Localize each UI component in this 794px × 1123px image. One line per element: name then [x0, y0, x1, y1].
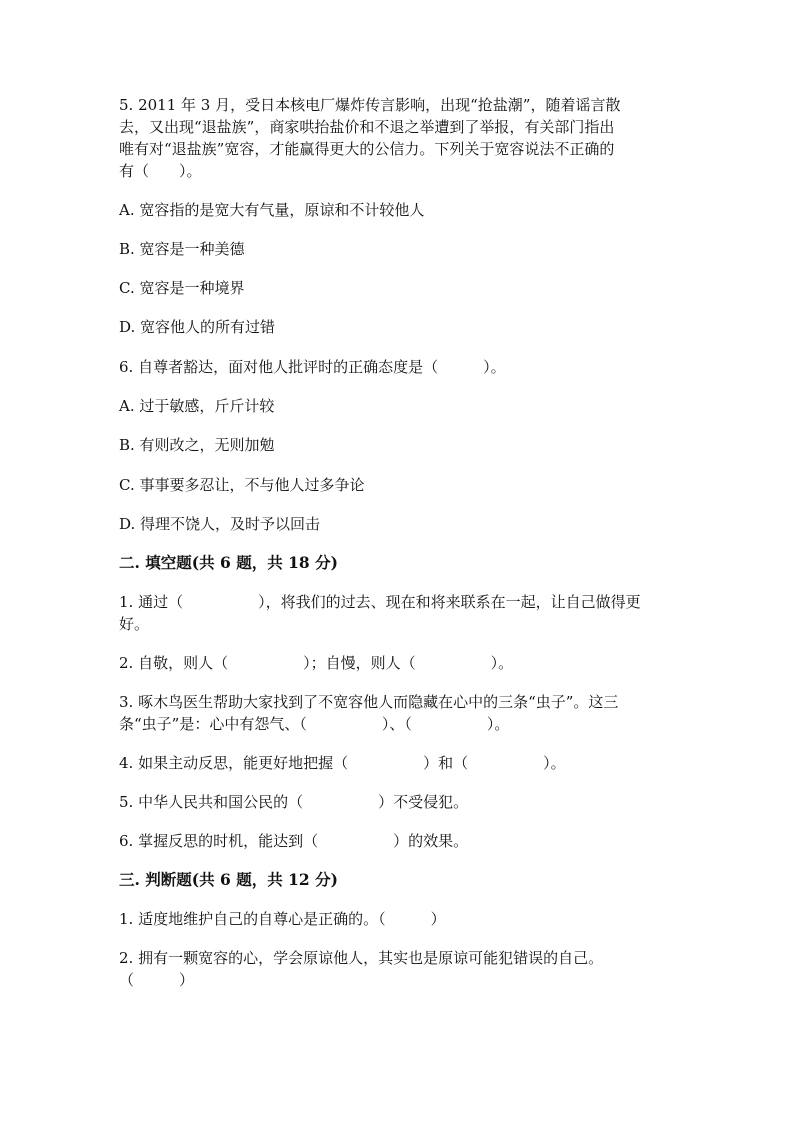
question-6-stem: 6. 自尊者豁达，面对他人批评时的正确态度是（ ）。 [119, 358, 506, 376]
judge-question-2-line-2: （ ） [119, 971, 195, 989]
question-5-line-4: 有（ ）。 [119, 162, 202, 180]
fill-question-1-line-1: 1. 通过（ ），将我们的过去、现在和将来联系在一起，让自己做得更 [119, 593, 641, 611]
question-5-option-c: C. 宽容是一种境界 [119, 279, 245, 297]
question-6-option-c: C. 事事要多忍让，不与他人过多争论 [119, 476, 365, 494]
question-5-line-2: 去，又出现“退盐族”，商家哄抬盐价和不退之举遭到了举报，有关部门指出 [119, 118, 615, 136]
question-6-option-a: A. 过于敏感，斤斤计较 [119, 397, 275, 415]
question-5-option-d: D. 宽容他人的所有过错 [119, 318, 276, 336]
fill-question-1-line-2: 好。 [119, 615, 150, 633]
fill-section-heading: 二. 填空题(共 6 题，共 18 分) [119, 553, 338, 572]
fill-question-6: 6. 掌握反思的时机，能达到（ ）的效果。 [119, 832, 469, 850]
fill-question-2: 2. 自敬，则人（ ）；自慢，则人（ ）。 [119, 654, 514, 672]
question-6-option-b: B. 有则改之，无则加勉 [119, 436, 275, 454]
fill-question-3-line-2: 条“虫子”是：心中有怨气、（ ）、（ ）。 [119, 715, 510, 733]
question-5-option-a: A. 宽容指的是宽大有气量，原谅和不计较他人 [119, 201, 425, 219]
fill-question-3-line-1: 3. 啄木鸟医生帮助大家找到了不宽容他人而隐藏在心中的三条“虫子”。这三 [119, 693, 619, 711]
question-6-option-d: D. 得理不饶人，及时予以回击 [119, 515, 321, 533]
fill-question-1 [119, 591, 675, 635]
question-5-line-3: 唯有对“退盐族”宽容，才能赢得更大的公信力。下列关于宽容说法不正确的 [119, 140, 615, 158]
judge-question-1: 1. 适度地维护自己的自尊心是正确的。（ ） [119, 910, 446, 928]
fill-question-3 [119, 691, 675, 735]
judge-question-2-line-1: 2. 拥有一颗宽容的心，学会原谅他人，其实也是原谅可能犯错误的自己。 [119, 949, 604, 967]
question-5-line-1: 5. 2011 年 3 月，受日本核电厂爆炸传言影响，出现“抢盐潮”，随着谣言散 [119, 96, 621, 114]
judge-section-heading: 三. 判断题(共 6 题，共 12 分) [119, 870, 338, 889]
fill-question-5: 5. 中华人民共和国公民的（ ）不受侵犯。 [119, 793, 469, 811]
fill-question-4: 4. 如果主动反思，能更好地把握（ ）和（ ）。 [119, 754, 566, 772]
question-5-option-b: B. 宽容是一种美德 [119, 240, 245, 258]
judge-question-2 [119, 947, 675, 991]
question-5-stem [119, 94, 675, 182]
